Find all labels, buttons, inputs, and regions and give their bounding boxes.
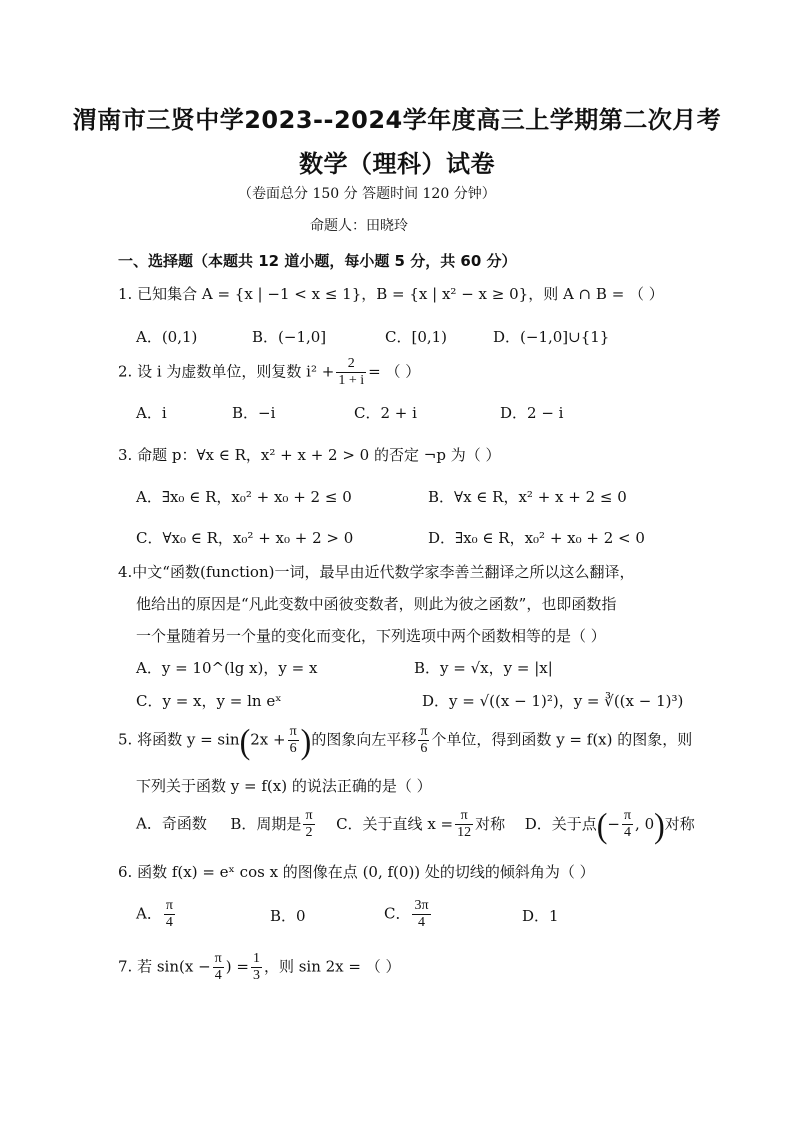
option-b-label: B．周期是 — [230, 814, 302, 833]
question-6-option-a — [136, 898, 177, 931]
question-5-option-a: A．奇函数 — [136, 814, 207, 833]
question-2-suffix: = （ ） — [368, 362, 421, 381]
option-c-fraction — [412, 898, 430, 931]
option-d-minus: − — [607, 814, 620, 833]
question-5-inner: 2x + — [250, 730, 286, 749]
fraction-numerator: 1 — [251, 951, 262, 968]
question-3-option-d: D．∃x₀ ∈ R，x₀² + x₀ + 2 < 0 — [428, 529, 645, 547]
fraction-numerator: π — [288, 724, 299, 741]
fraction-numerator: 2 — [336, 356, 366, 373]
question-5-middle: 的图象向左平移 — [311, 730, 417, 749]
question-5-line-2: 下列关于函数 y = f(x) 的说法正确的是（ ） — [136, 777, 432, 795]
option-a-fraction — [164, 898, 175, 931]
right-paren: ) — [654, 804, 665, 845]
exam-author: 命题人：田晓玲 — [310, 218, 408, 234]
fraction-numerator: 3π — [412, 898, 430, 915]
question-6-option-c — [384, 898, 433, 931]
option-c-fraction — [455, 808, 473, 841]
question-4-option-b: B．y = √x，y = |x| — [414, 659, 553, 677]
option-a-label: A． — [136, 904, 162, 923]
question-3-option-b: B．∀x ∈ R，x² + x + 2 ≤ 0 — [428, 488, 627, 506]
fraction-numerator: π — [622, 808, 633, 825]
question-2-fraction — [336, 356, 366, 389]
option-d-fraction — [622, 808, 633, 841]
question-1-option-d: D．(−1,0]∪{1} — [493, 328, 610, 346]
question-4-line-2: 他给出的原因是“凡此变数中函彼变数者，则此为彼之函数”，也即函数指 — [136, 595, 617, 613]
question-5-option-c — [336, 808, 506, 841]
question-2-option-c: C．2 + i — [354, 404, 417, 422]
question-5-shift-fraction — [418, 724, 429, 757]
question-4-option-c: C．y = x，y = ln eˣ — [136, 692, 282, 710]
question-3-option-c: C．∀x₀ ∈ R，x₀² + x₀ + 2 > 0 — [136, 529, 354, 547]
question-4-line-1: 4.中文“函数(function)一词，最早由近代数学家李善兰翻译之所以这么翻译， — [118, 563, 635, 581]
option-d-suffix: 对称 — [664, 814, 695, 833]
question-5-line-1 — [118, 720, 693, 761]
fraction-numerator: π — [213, 951, 224, 968]
question-2-option-b: B．−i — [232, 404, 276, 422]
question-1-stem: 1. 已知集合 A = {x | −1 < x ≤ 1}，B = {x | x² − x ≥ 0}，则 A ∩ B = （ ） — [118, 285, 664, 303]
question-4-line-3: 一个量随着另一个量的变化而变化，下列选项中两个函数相等的是（ ） — [136, 627, 606, 645]
question-5-option-d — [524, 804, 695, 845]
fraction-denominator: 4 — [165, 915, 173, 931]
question-1-option-a: A．(0,1) — [136, 328, 198, 346]
question-7-suffix: ，则 sin 2x = （ ） — [263, 957, 401, 976]
fraction-numerator: π — [164, 898, 175, 915]
question-2-prefix: 2. 设 i 为虚数单位，则复数 i² + — [118, 362, 335, 381]
fraction-numerator: π — [303, 808, 314, 825]
question-5-options — [136, 804, 695, 845]
fraction-numerator: π — [455, 808, 473, 825]
question-6-option-b: B．0 — [270, 907, 306, 925]
right-paren: ) — [300, 720, 312, 761]
question-5-option-b — [230, 808, 316, 841]
fraction-denominator: 4 — [214, 968, 222, 984]
fraction-denominator: 4 — [418, 915, 426, 931]
option-d-tail: , 0 — [635, 814, 655, 833]
section-heading: 一、选择题（本题共 12 道小题，每小题 5 分，共 60 分） — [118, 252, 517, 270]
question-2-option-a: A．i — [136, 404, 167, 422]
fraction-denominator: 1 + i — [338, 373, 365, 389]
question-2-option-d: D．2 − i — [500, 404, 564, 422]
question-5-prefix: 5. 将函数 y = sin — [118, 730, 240, 749]
fraction-denominator: 3 — [252, 968, 260, 984]
question-6-stem: 6. 函数 f(x) = eˣ cos x 的图像在点 (0, f(0)) 处的切线的倾斜角为（ ） — [118, 863, 595, 881]
fraction-denominator: 2 — [305, 825, 313, 841]
left-paren: ( — [596, 804, 608, 845]
fraction-denominator: 4 — [624, 825, 631, 841]
question-7-prefix: 7. 若 sin(x − — [118, 957, 211, 976]
exam-subtitle: 数学（理科）试卷 — [299, 150, 495, 178]
exam-title: 渭南市三贤中学2023--2024学年度高三上学期第二次月考 — [72, 106, 722, 134]
option-c-label: C． — [384, 904, 411, 923]
question-2-stem — [118, 356, 420, 389]
fraction-denominator: 6 — [420, 741, 428, 757]
question-1-option-b: B．(−1,0] — [252, 328, 327, 346]
fraction-denominator: 6 — [289, 741, 297, 757]
question-7-middle: ) = — [225, 957, 249, 976]
option-c-suffix: 对称 — [475, 814, 506, 833]
option-b-fraction — [303, 808, 314, 841]
question-5-tail: 个单位，得到函数 y = f(x) 的图象，则 — [431, 730, 693, 749]
question-3-stem: 3. 命题 p：∀x ∈ R，x² + x + 2 > 0 的否定 ¬p 为（ ） — [118, 446, 501, 464]
question-7-fraction-2 — [251, 951, 262, 984]
question-7-fraction-1 — [213, 951, 224, 984]
fraction-denominator: 12 — [457, 825, 472, 841]
question-1-option-c: C．[0,1) — [385, 328, 448, 346]
exam-info: （卷面总分 150 分 答题时间 120 分钟） — [238, 186, 496, 202]
question-7-stem — [118, 951, 401, 984]
fraction-numerator: π — [418, 724, 429, 741]
option-d-label: D．关于点 — [524, 814, 597, 833]
question-3-option-a: A．∃x₀ ∈ R，x₀² + x₀ + 2 ≤ 0 — [136, 488, 352, 506]
question-4-option-a: A．y = 10^(lg x)，y = x — [136, 659, 318, 677]
left-paren: ( — [239, 720, 251, 761]
question-5-inner-fraction — [288, 724, 299, 757]
question-4-option-d: D．y = √((x − 1)²)，y = ∛((x − 1)³) — [422, 692, 684, 710]
option-c-label: C．关于直线 x = — [336, 814, 454, 833]
question-6-option-d: D．1 — [522, 907, 559, 925]
